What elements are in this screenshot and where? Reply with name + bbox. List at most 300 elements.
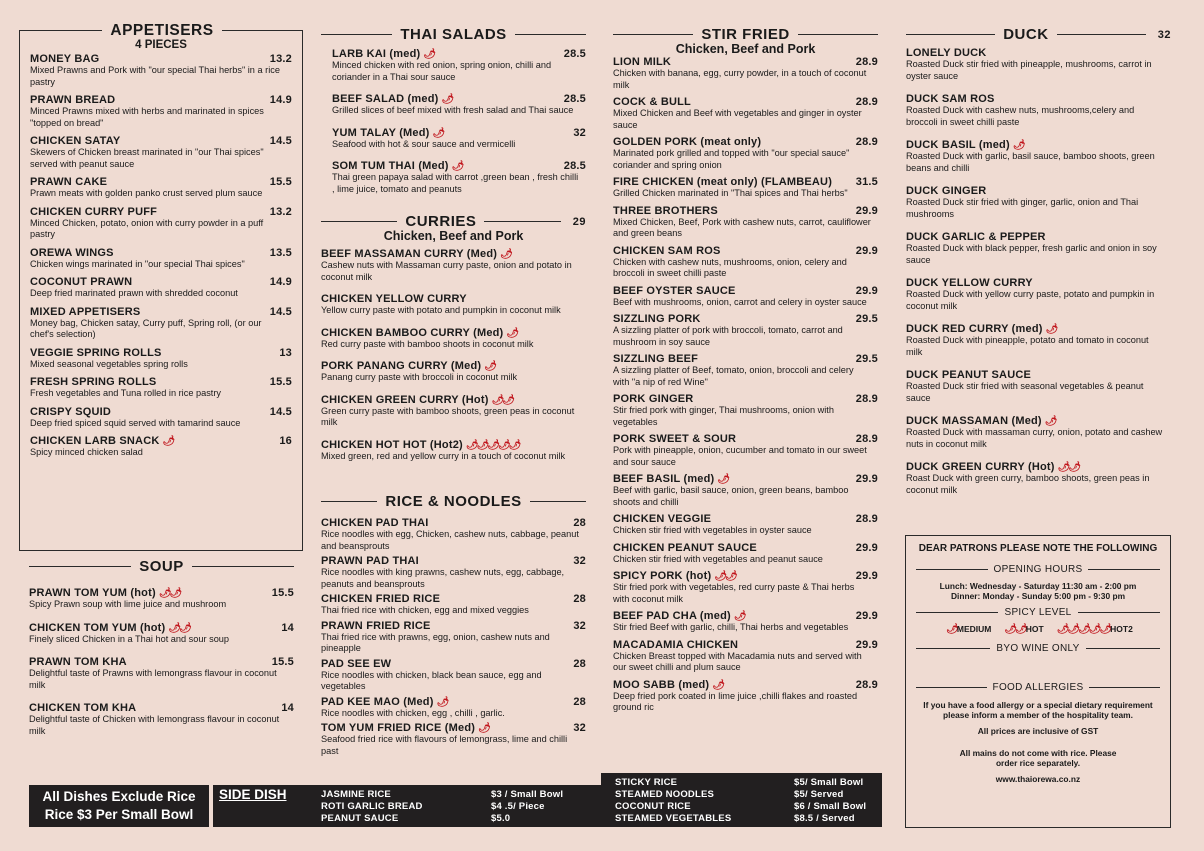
menu-item-price: 32 [573,619,586,632]
menu-item-description: Roasted Duck stir fried with ginger, garlic, onion and Thai mushrooms [906,197,1139,219]
menu-item [332,48,586,83]
menu-item-name: DUCK SAM ROS [906,93,995,105]
divider [484,221,560,222]
rice-notice-banner [29,785,209,827]
menu-item [321,555,586,590]
dinner-hours: Dinner: Monday - Sunday 5:00 pm - 9:30 pm [950,591,1126,601]
menu-item-name: CHICKEN BAMBOO CURRY (Med) [321,326,504,339]
menu-item-description: Roasted Duck stir fried with pineapple, mushrooms, carrot in oyster sauce [906,59,1152,81]
menu-item-description: Thai fried rice with chicken, egg and mixed veggies [321,605,529,615]
stir-fried-list [613,56,878,714]
thai-salads-title: THAI SALADS [400,26,507,43]
menu-item-name: BEEF OYSTER SAUCE [613,284,736,297]
patron-notice [905,535,1171,828]
menu-item [30,306,292,341]
menu-item-price: 29.9 [855,638,878,651]
menu-item-price: 28 [573,593,586,605]
menu-item-name: TOM YUM FRIED RICE (Med) [321,722,476,734]
divider [916,569,988,570]
menu-item-price: 29.5 [855,353,878,365]
menu-item-description: Marinated pork grilled and topped with "our special sauce" coriander and spring onion [613,148,850,170]
menu-item-name: LARB KAI (med) [332,48,421,60]
menu-item-description: A sizzling platter of Beef, tomato, onion, broccoli and celery with "a nip of red Wine" [613,365,854,387]
menu-item-price: 29.9 [855,204,878,217]
duck-list [906,47,1171,496]
divider [798,34,878,35]
menu-item-description: Beef with mushrooms, onion, carrot and celery in oyster sauce [613,296,867,307]
menu-item-price: 29.9 [855,473,878,485]
menu-item [613,513,878,537]
spicy-levels [916,624,1160,635]
menu-item-name: BEEF PAD CHA (med) [613,610,731,622]
menu-item [30,176,292,200]
menu-item [613,285,878,309]
menu-item-description: Delightful taste of Chicken with lemongrass flavour in coconut milk [29,714,280,736]
menu-item [613,679,878,714]
soup-list [29,587,294,737]
menu-item-description: Spicy Prawn soup with lime juice and mushroom [29,599,227,609]
menu-item-description: Thai green papaya salad with carrot ,green bean , fresh chilli , lime juice, tomato and peanuts [332,172,579,194]
menu-item-name: VEGGIE SPRING ROLLS [30,346,162,359]
menu-item [906,415,1171,450]
menu-item-name: BEEF BASIL (med) [613,473,715,485]
chili-icon: 🌶 [423,49,435,60]
menu-item-description: Chicken stir fried with vegetables in oyster sauce [613,525,812,535]
menu-item-price: 13.2 [269,53,292,65]
menu-item [613,542,878,566]
menu-item-description: Roasted Duck with yellow curry paste, potato and pumpkin in coconut milk [906,289,1155,311]
chili-icon: 🌶🌶 [491,394,513,406]
menu-item-name: CHICKEN SATAY [30,135,121,147]
stir-fried-section [613,26,878,719]
menu-item-name: LION MILK [613,56,672,68]
divider [613,34,693,35]
menu-item-description: Rice noodles with king prawns, cashew nuts, egg, cabbage, peanuts and beansprouts [321,567,565,589]
chili-icon: 🌶 [717,474,729,485]
menu-item-name: CHICKEN HOT HOT (Hot2) [321,438,463,451]
divider [1078,612,1160,613]
menu-item-price: 28.9 [855,56,878,68]
duck-title: DUCK [1003,26,1049,43]
menu-item-price: 31.5 [855,176,878,188]
menu-item [906,139,1171,174]
menu-item-description: Roast Duck with green curry, bamboo shoots, green peas in coconut milk [906,473,1150,495]
notice-title: DEAR PATRONS PLEASE NOTE THE FOLLOWING [918,543,1158,554]
menu-item [30,94,292,129]
level-hot2: 🌶🌶🌶🌶🌶HOT2 [1056,624,1133,635]
menu-item-price: 29.9 [855,284,878,297]
menu-item-name: CHICKEN PEANUT SAUCE [613,541,757,554]
menu-item-name: PRAWN TOM KHA [29,656,127,668]
menu-item-name: OREWA WINGS [30,246,114,259]
menu-item-price: 13.5 [269,246,292,259]
exclude-rice-line: All Dishes Exclude Rice [42,789,196,804]
divider [916,648,990,649]
side-item: PEANUT SAUCE $5.0 [321,813,511,824]
menu-item [613,245,878,280]
menu-item [321,327,586,351]
chili-icon: 🌶 [478,723,489,734]
curries-title: CURRIES [405,213,477,230]
chili-icon: 🌶🌶 [1004,624,1026,635]
menu-item-name: MACADAMIA CHICKEN [613,638,739,651]
menu-item-name: DUCK PEANUT SAUCE [906,369,1032,381]
divider [321,221,397,222]
menu-item [30,435,292,459]
side-item: STEAMED NOODLES $5/ Served [615,789,844,800]
menu-item-price: 32 [573,555,586,567]
menu-item [906,185,1171,220]
menu-item-name: CHICKEN TOM KHA [29,702,137,714]
menu-item-description: Seafood with hot & sour sauce and vermicelli [332,138,516,149]
menu-item [321,293,586,317]
side-dish-title: SIDE DISH [219,787,287,802]
menu-item [613,136,878,171]
chili-icon: 🌶🌶 [158,588,181,599]
divider [1057,34,1146,35]
menu-item-description: Panang curry paste with broccoli in coconut milk [321,372,518,382]
curries-price: 29 [572,215,587,228]
menu-item [30,276,292,300]
chili-icon: 🌶 [1012,140,1024,151]
byo-note: BYO WINE ONLY [996,643,1080,654]
menu-item-price: 28.9 [855,393,878,405]
menu-item-price: 28 [573,695,586,708]
side-item: ROTI GARLIC BREAD $4 .5/ Piece [321,801,545,812]
duck-section [906,26,1171,507]
menu-item-price: 14.5 [269,305,292,318]
menu-item-name: BEEF SALAD (med) [332,93,439,105]
menu-item-name: SIZZLING BEEF [613,353,699,365]
chili-icon: 🌶 [484,361,495,372]
menu-item-name: THREE BROTHERS [613,204,718,217]
stir-fried-title: STIR FRIED [701,26,790,43]
side-item: COCONUT RICE $6 / Small Bowl [615,801,867,812]
menu-item-price: 28.9 [855,433,878,445]
level-hot: 🌶🌶HOT [1004,624,1044,635]
divider [29,566,131,567]
stir-fried-subtitle: Chicken, Beef and Pork [675,42,816,56]
rice-noodles-title: RICE & NOODLES [385,493,522,510]
menu-item-price: 29.9 [855,244,878,257]
menu-item [906,93,1171,128]
menu-item-name: COCONUT PRAWN [30,276,133,288]
menu-item-price: 14.9 [269,276,292,288]
duck-price: 32 [1157,28,1171,41]
menu-item-description: Prawn meats with golden panko crust served plum sauce [30,188,263,198]
menu-item-price: 28.9 [855,513,878,525]
menu-item-description: Minced Chicken, potato, onion with curry powder in a puff pastry [30,217,264,239]
chili-icon: 🌶🌶🌶🌶🌶 [465,439,520,451]
menu-item-description: Delightful taste of Prawns with lemongrass flavour in coconut milk [29,668,277,690]
menu-item-description: Stir fried pork with ginger, Thai mushrooms, onion with vegetables [613,405,834,427]
menu-item [321,517,586,552]
chili-icon: 🌶 [451,161,463,172]
menu-item-price: 28.9 [855,678,878,691]
menu-item-name: CHICKEN TOM YUM (hot) [29,621,166,634]
menu-item-description: Grilled Chicken marinated in "Thai spices and Thai herbs" [613,188,848,198]
rice-noodles-section [321,493,586,760]
menu-item [906,461,1171,496]
menu-item-description: Deep fried pork coated in lime juice ,chilli flakes and roasted ground ric [613,690,858,712]
menu-item-price: 15.5 [271,656,294,668]
menu-item-price: 13.2 [269,205,292,218]
menu-item [321,360,586,384]
menu-item-name: PORK SWEET & SOUR [613,433,737,445]
curries-section [321,213,586,472]
menu-item-description: Mixed green, red and yellow curry in a touch of coconut milk [321,450,566,461]
menu-item [613,393,878,428]
menu-item-name: SOM TUM THAI (Med) [332,160,449,172]
chili-icon: 🌶 [506,327,518,339]
chili-icon: 🌶 [500,249,511,260]
menu-item-name: PRAWN PAD THAI [321,555,419,567]
menu-item [613,313,878,348]
menu-item [613,639,878,674]
appetisers-title: APPETISERS [102,22,222,40]
menu-item [29,587,294,611]
menu-item-price: 14 [281,621,294,634]
chili-icon: 🌶🌶 [1057,462,1080,473]
divider [192,566,294,567]
menu-item-description: Minced Prawns mixed with herbs and marinated in spices "topped on bread" [30,106,264,128]
menu-item-name: DUCK RED CURRY (med) [906,323,1043,335]
chili-icon: 🌶 [162,436,174,447]
menu-item-price: 16 [279,435,292,447]
menu-item-description: Spicy minced chicken salad [30,447,143,457]
menu-item-description: Red curry paste with bamboo shoots in coconut milk [321,338,534,349]
menu-item-name: GOLDEN PORK (meat only) [613,136,762,148]
menu-item-description: Grilled slices of beef mixed with fresh salad and Thai sauce [332,105,574,115]
appetisers-subtitle: 4 PIECES [135,39,187,51]
menu-item [30,247,292,271]
menu-item-name: DUCK MASSAMAN (Med) [906,415,1042,427]
opening-hours-title: OPENING HOURS [993,564,1083,575]
menu-item [906,323,1171,358]
chili-icon: 🌶 [1045,324,1057,335]
curries-subtitle: Chicken, Beef and Pork [383,229,524,243]
chili-icon: 🌶 [733,611,745,622]
menu-item [321,658,586,693]
menu-item-description: Mixed seasonal vegetables spring rolls [30,358,188,369]
menu-item-name: YUM TALAY (Med) [332,126,430,139]
menu-item [30,135,292,170]
menu-item [30,206,292,241]
side-item: STICKY RICE $5/ Small Bowl [615,777,864,788]
divider [530,501,586,502]
menu-item-name: PAD KEE MAO (Med) [321,695,434,708]
chili-icon: 🌶 [1044,416,1056,427]
menu-item-price: 28.5 [563,93,586,105]
menu-item-name: CHICKEN FRIED RICE [321,593,441,605]
menu-item-name: DUCK GARLIC & PEPPER [906,231,1046,243]
menu-item [613,176,878,200]
chili-icon: 🌶🌶 [168,622,190,634]
menu-item-name: CHICKEN SAM ROS [613,244,721,257]
menu-item [321,439,586,463]
menu-item-name: PRAWN TOM YUM (hot) [29,587,156,599]
menu-item-name: PRAWN FRIED RICE [321,619,431,632]
menu-item-price: 28 [573,657,586,670]
menu-item-description: Chicken with cashew nuts, mushrooms, onion, celery and broccoli in sweet chilli paste [613,256,847,278]
menu-item [613,610,878,634]
menu-item-description: Cashew nuts with Massaman curry paste, onion and potato in coconut milk [321,260,572,282]
menu-item-description: Rice noodles with egg, Chicken, cashew nuts, cabbage, peanut and beansprouts [321,529,579,551]
lunch-hours: Lunch: Wednesday - Saturday 11:30 am - 2:00 pm [939,581,1137,591]
chili-icon: 🌶 [712,679,724,691]
menu-item-description: Rice noodles with chicken, egg , chilli , garlic. [321,707,505,718]
gst-note: All prices are inclusive of GST [977,726,1099,736]
menu-item-name: DUCK GREEN CURRY (Hot) [906,461,1055,473]
menu-item-description: Finely sliced Chicken in a Thai hot and sour soup [29,633,230,644]
menu-item-price: 29.5 [855,313,878,325]
menu-item-price: 32 [573,126,586,139]
divider [1086,648,1160,649]
menu-item-description: Mixed Chicken and Beef with vegetables and ginger in oyster sauce [613,108,862,130]
menu-item [613,205,878,240]
menu-item-name: BEEF MASSAMAN CURRY (Med) [321,248,498,260]
menu-item [906,369,1171,404]
menu-item [321,620,586,655]
menu-item-price: 29.9 [855,610,878,622]
menu-item [613,96,878,131]
menu-item-name: PAD SEE EW [321,657,392,670]
menu-item-name: CHICKEN YELLOW CURRY [321,293,467,305]
menu-item-price: 28.5 [563,48,586,60]
divider [906,34,995,35]
menu-item-price: 28.9 [855,96,878,108]
menu-item [613,570,878,605]
menu-item [321,394,586,429]
menu-item-description: Chicken stir fried with vegetables and peanut sauce [613,553,823,564]
menu-item [613,353,878,388]
menu-item-name: SPICY PORK (hot) [613,570,712,582]
menu-item-name: FIRE CHICKEN (meat only) (FLAMBEAU) [613,176,833,188]
menu-item-name: PRAWN CAKE [30,176,108,188]
menu-item-description: Roasted Duck stir fried with seasonal vegetables & peanut sauce [906,381,1144,403]
level-medium: 🌶MEDIUM [946,624,992,635]
side-dish-list-left [321,789,591,825]
chili-icon: 🌶 [946,624,957,635]
menu-item-name: DUCK BASIL (med) [906,139,1010,151]
menu-item-name: SIZZLING PORK [613,313,701,325]
menu-item-name: CHICKEN LARB SNACK [30,435,160,447]
menu-item-description: Roasted Duck with massaman curry, onion, potato and cashew nuts in coconut milk [906,427,1163,449]
side-dish-bar [213,785,601,827]
menu-item-description: Minced chicken with red onion, spring onion, chilli and coriander in a Thai sour sauce [332,60,552,82]
menu-item [906,231,1171,266]
side-item: JASMINE RICE $3 / Small Bowl [321,789,564,800]
rice-note: All mains do not come with rice. Please order rice separately. [959,748,1117,768]
menu-item [332,93,586,117]
menu-item [321,696,586,720]
menu-item-name: MIXED APPETISERS [30,305,141,318]
menu-item [906,277,1171,312]
menu-item-name: PRAWN BREAD [30,94,116,106]
menu-item-description: Mixed Chicken, Beef, Pork with cashew nuts, carrot, cauliflower and green beans [613,216,871,238]
menu-item-name: COCK & BULL [613,96,691,108]
menu-item-description: Green curry paste with bamboo shoots, green peas in coconut milk [321,405,575,427]
menu-item [321,593,586,617]
menu-item-description: Money bag, Chicken satay, Curry puff, Spring roll, (or our chef's selection) [30,317,262,339]
menu-item [906,47,1171,82]
menu-item-price: 28.5 [563,160,586,172]
menu-item-description: Chicken wings marinated in "our special Thai spices" [30,258,245,269]
menu-item-description: Pork with pineapple, onion, cucumber and tomato in our sweet and sour sauce [613,445,867,467]
chili-icon: 🌶 [441,94,453,105]
menu-item-price: 28 [573,517,586,529]
curries-list [321,248,586,462]
menu-item-description: Stir fried Beef with garlic, chilli, Thai herbs and vegetables [613,622,849,632]
menu-item-description: A sizzling platter of pork with broccoli, tomato, carrot and mushroom in soy sauce [613,325,843,347]
menu-item-name: CHICKEN GREEN CURRY (Hot) [321,393,489,406]
menu-item-name: CHICKEN CURRY PUFF [30,205,158,218]
divider [515,34,586,35]
appetisers-section [19,22,303,551]
allergy-text: If you have a food allergy or a special dietary requirement please inform a member of the hospitality team. [923,700,1153,720]
menu-item-description: Rice noodles with chicken, black bean sauce, egg and vegetables [321,669,542,691]
side-dish-bar-right [601,773,882,827]
menu-item [613,473,878,508]
menu-item [321,248,586,283]
menu-item-name: CRISPY SQUID [30,405,112,418]
menu-item-name: PORK GINGER [613,393,694,405]
menu-item-description: Deep fried marinated prawn with shredded coconut [30,288,238,298]
menu-item-price: 14.5 [269,135,292,147]
menu-item [30,406,292,430]
chili-icon: 🌶 [436,696,448,708]
menu-item-price: 29.9 [855,570,878,582]
divider [321,34,392,35]
food-allergies-title: FOOD ALLERGIES [992,682,1084,693]
chili-icon: 🌶🌶🌶🌶🌶 [1056,624,1111,635]
menu-item-description: Roasted Duck with garlic, basil sauce, bamboo shoots, green beans and chilli [906,151,1155,173]
menu-item-name: PORK PANANG CURRY (Med) [321,360,482,372]
menu-item-name: CHICKEN PAD THAI [321,517,429,529]
menu-item-price: 14 [281,702,294,714]
menu-item-description: Seafood fried rice with flavours of lemongrass, lime and chilli past [321,734,568,756]
menu-item [30,347,292,371]
rice-price-line: Rice $3 Per Small Bowl [44,807,194,822]
menu-item [613,433,878,468]
menu-item-price: 14.5 [269,405,292,418]
spicy-level-title: SPICY LEVEL [1004,607,1072,618]
menu-item [29,622,294,646]
menu-item-description: Yellow curry paste with potato and pumpkin in coconut milk [321,305,561,315]
menu-item-description: Thai fried rice with prawns, egg, onion, cashew nuts and pineapple [321,631,550,653]
menu-item-price: 29.9 [855,541,878,554]
menu-item-name: FRESH SPRING ROLLS [30,376,157,388]
divider [1089,687,1160,688]
menu-item [332,127,586,151]
menu-item-name: LONELY DUCK [906,47,987,59]
menu-item-description: Deep fried spiced squid served with tamarind sauce [30,417,241,428]
soup-section [29,558,294,748]
menu-item-description: Roasted Duck with black pepper, fresh garlic and onion in soy sauce [906,243,1157,265]
menu-item-description: Chicken Breast topped with Macadamia nuts and served with our sweet chilli and plum sauce [613,650,862,672]
divider [321,501,377,502]
menu-item-name: MOO SABB (med) [613,678,710,691]
menu-item [30,53,292,88]
menu-item-price: 15.5 [269,176,292,188]
menu-item [29,656,294,691]
website: www.thaiorewa.co.nz [995,774,1081,784]
menu-item-description: Chicken with banana, egg, curry powder, in a touch of coconut milk [613,68,867,90]
side-item: STEAMED VEGETABLES $8.5 / Served [615,813,855,824]
menu-item-price: 13 [279,346,292,359]
menu-item-description: Mixed Prawns and Pork with "our special Thai herbs" in a rice pastry [30,65,280,87]
menu-item [30,376,292,400]
